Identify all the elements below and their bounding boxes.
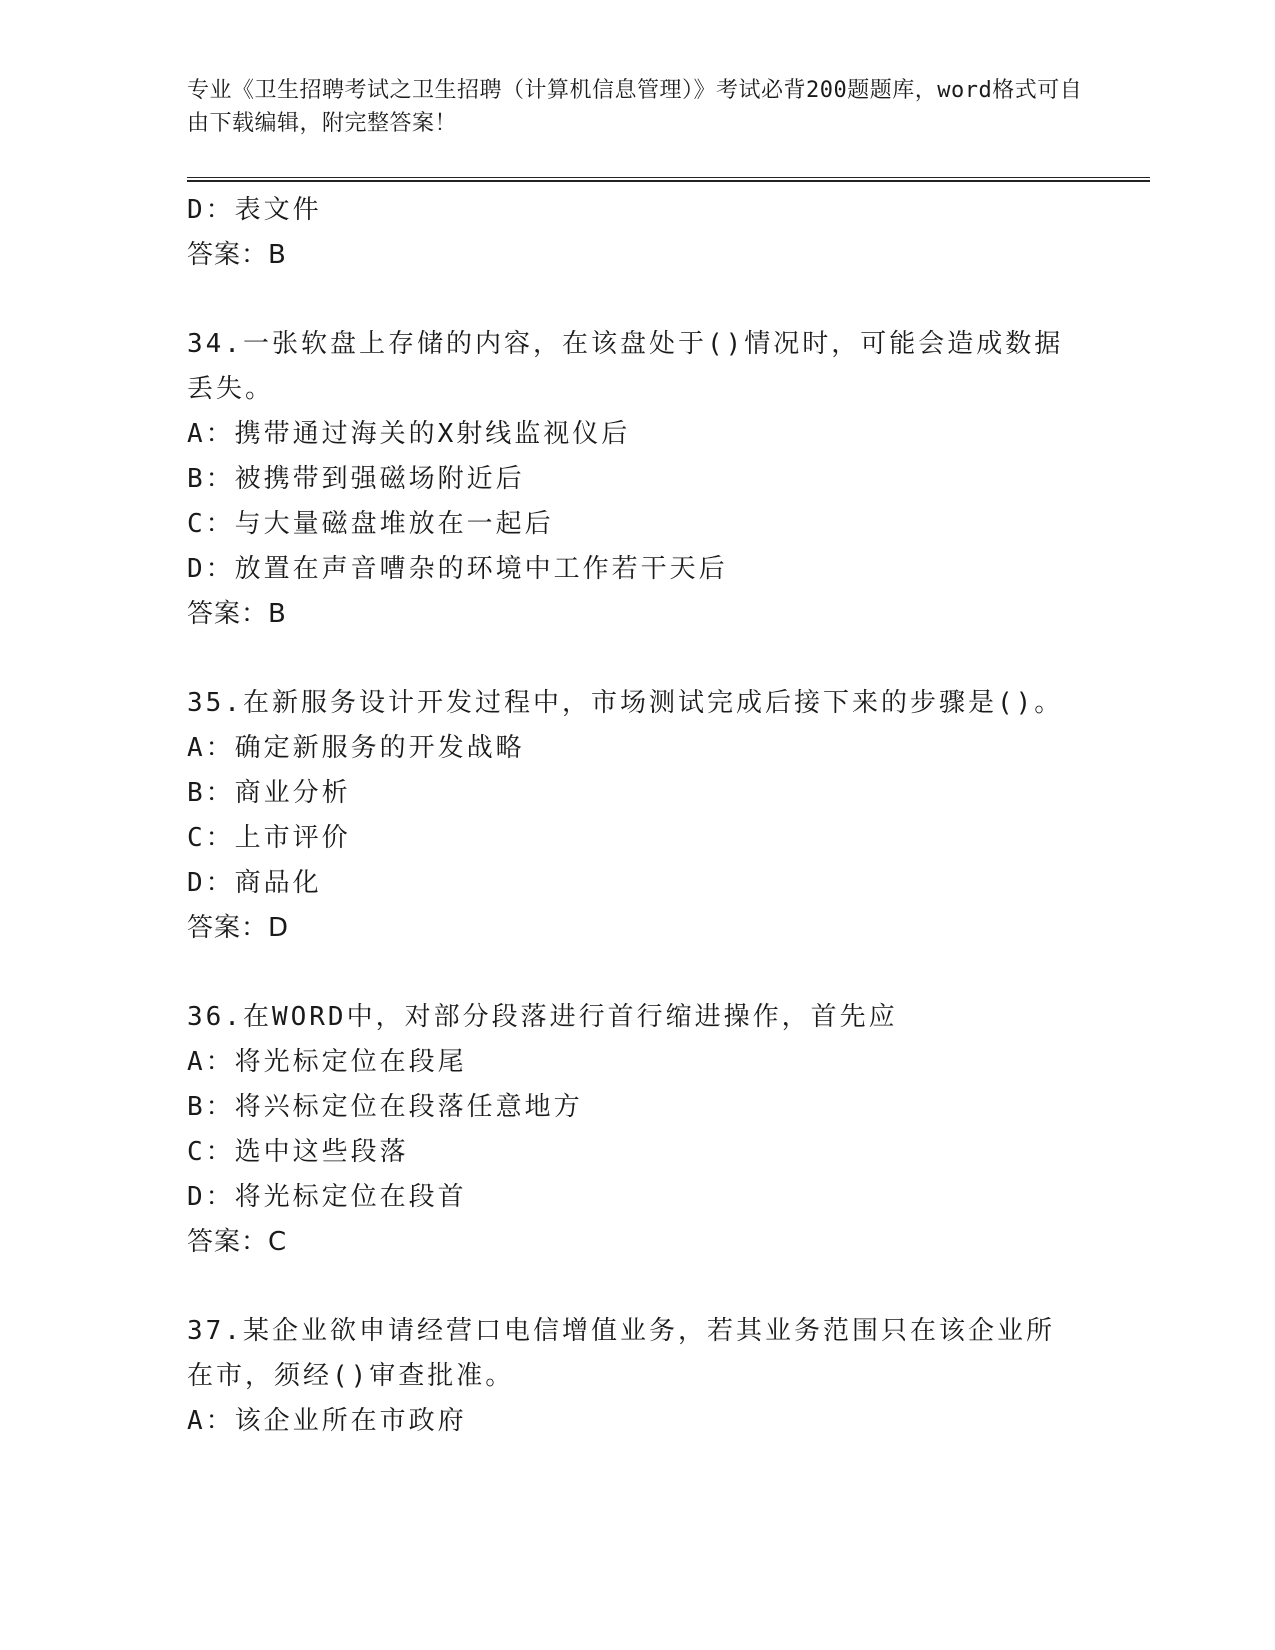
- option-b: B：将兴标定位在段落任意地方: [187, 1092, 583, 1122]
- option-c: C：选中这些段落: [187, 1137, 409, 1167]
- question-stem: 34.一张软盘上存储的内容，在该盘处于()情况时，可能会造成数据丢失。: [187, 329, 1064, 404]
- option-a: A：将光标定位在段尾: [187, 1047, 467, 1077]
- answer-line: 答案：B: [187, 599, 287, 629]
- option-d: D：将光标定位在段首: [187, 1182, 467, 1212]
- question-37: [187, 1309, 1087, 1444]
- option-a: A：确定新服务的开发战略: [187, 733, 525, 763]
- question-stem: 37.某企业欲申请经营口电信增值业务，若其业务范围只在该企业所在市，须经()审查批准。: [187, 1316, 1055, 1391]
- option-a: A：携带通过海关的X射线监视仪后: [187, 419, 631, 449]
- question-36: [187, 995, 1087, 1265]
- question-stem: 35.在新服务设计开发过程中，市场测试完成后接下来的步骤是()。: [187, 688, 1064, 718]
- page-header: 专业《卫生招聘考试之卫生招聘（计算机信息管理）》考试必背200题题库，word格式可自由下载编辑，附完整答案！: [187, 78, 1083, 136]
- option-d: D：放置在声音嘈杂的环境中工作若干天后: [187, 554, 728, 584]
- option-b: B：商业分析: [187, 778, 351, 808]
- option-d: D：表文件: [187, 195, 322, 225]
- answer-line: 答案：D: [187, 913, 290, 943]
- question-list: [187, 188, 1087, 1444]
- option-d: D：商品化: [187, 868, 322, 898]
- question-35: [187, 681, 1087, 951]
- answer-line: 答案：C: [187, 1227, 288, 1257]
- question-stem: 36.在WORD中，对部分段落进行首行缩进操作，首先应: [187, 1002, 898, 1032]
- option-c: C：上市评价: [187, 823, 351, 853]
- answer-line: 答案：B: [187, 240, 287, 270]
- header-divider: [187, 177, 1150, 182]
- question-34: [187, 322, 1087, 637]
- option-b: B：被携带到强磁场附近后: [187, 464, 525, 494]
- option-a: A：该企业所在市政府: [187, 1406, 467, 1436]
- option-c: C：与大量磁盘堆放在一起后: [187, 509, 554, 539]
